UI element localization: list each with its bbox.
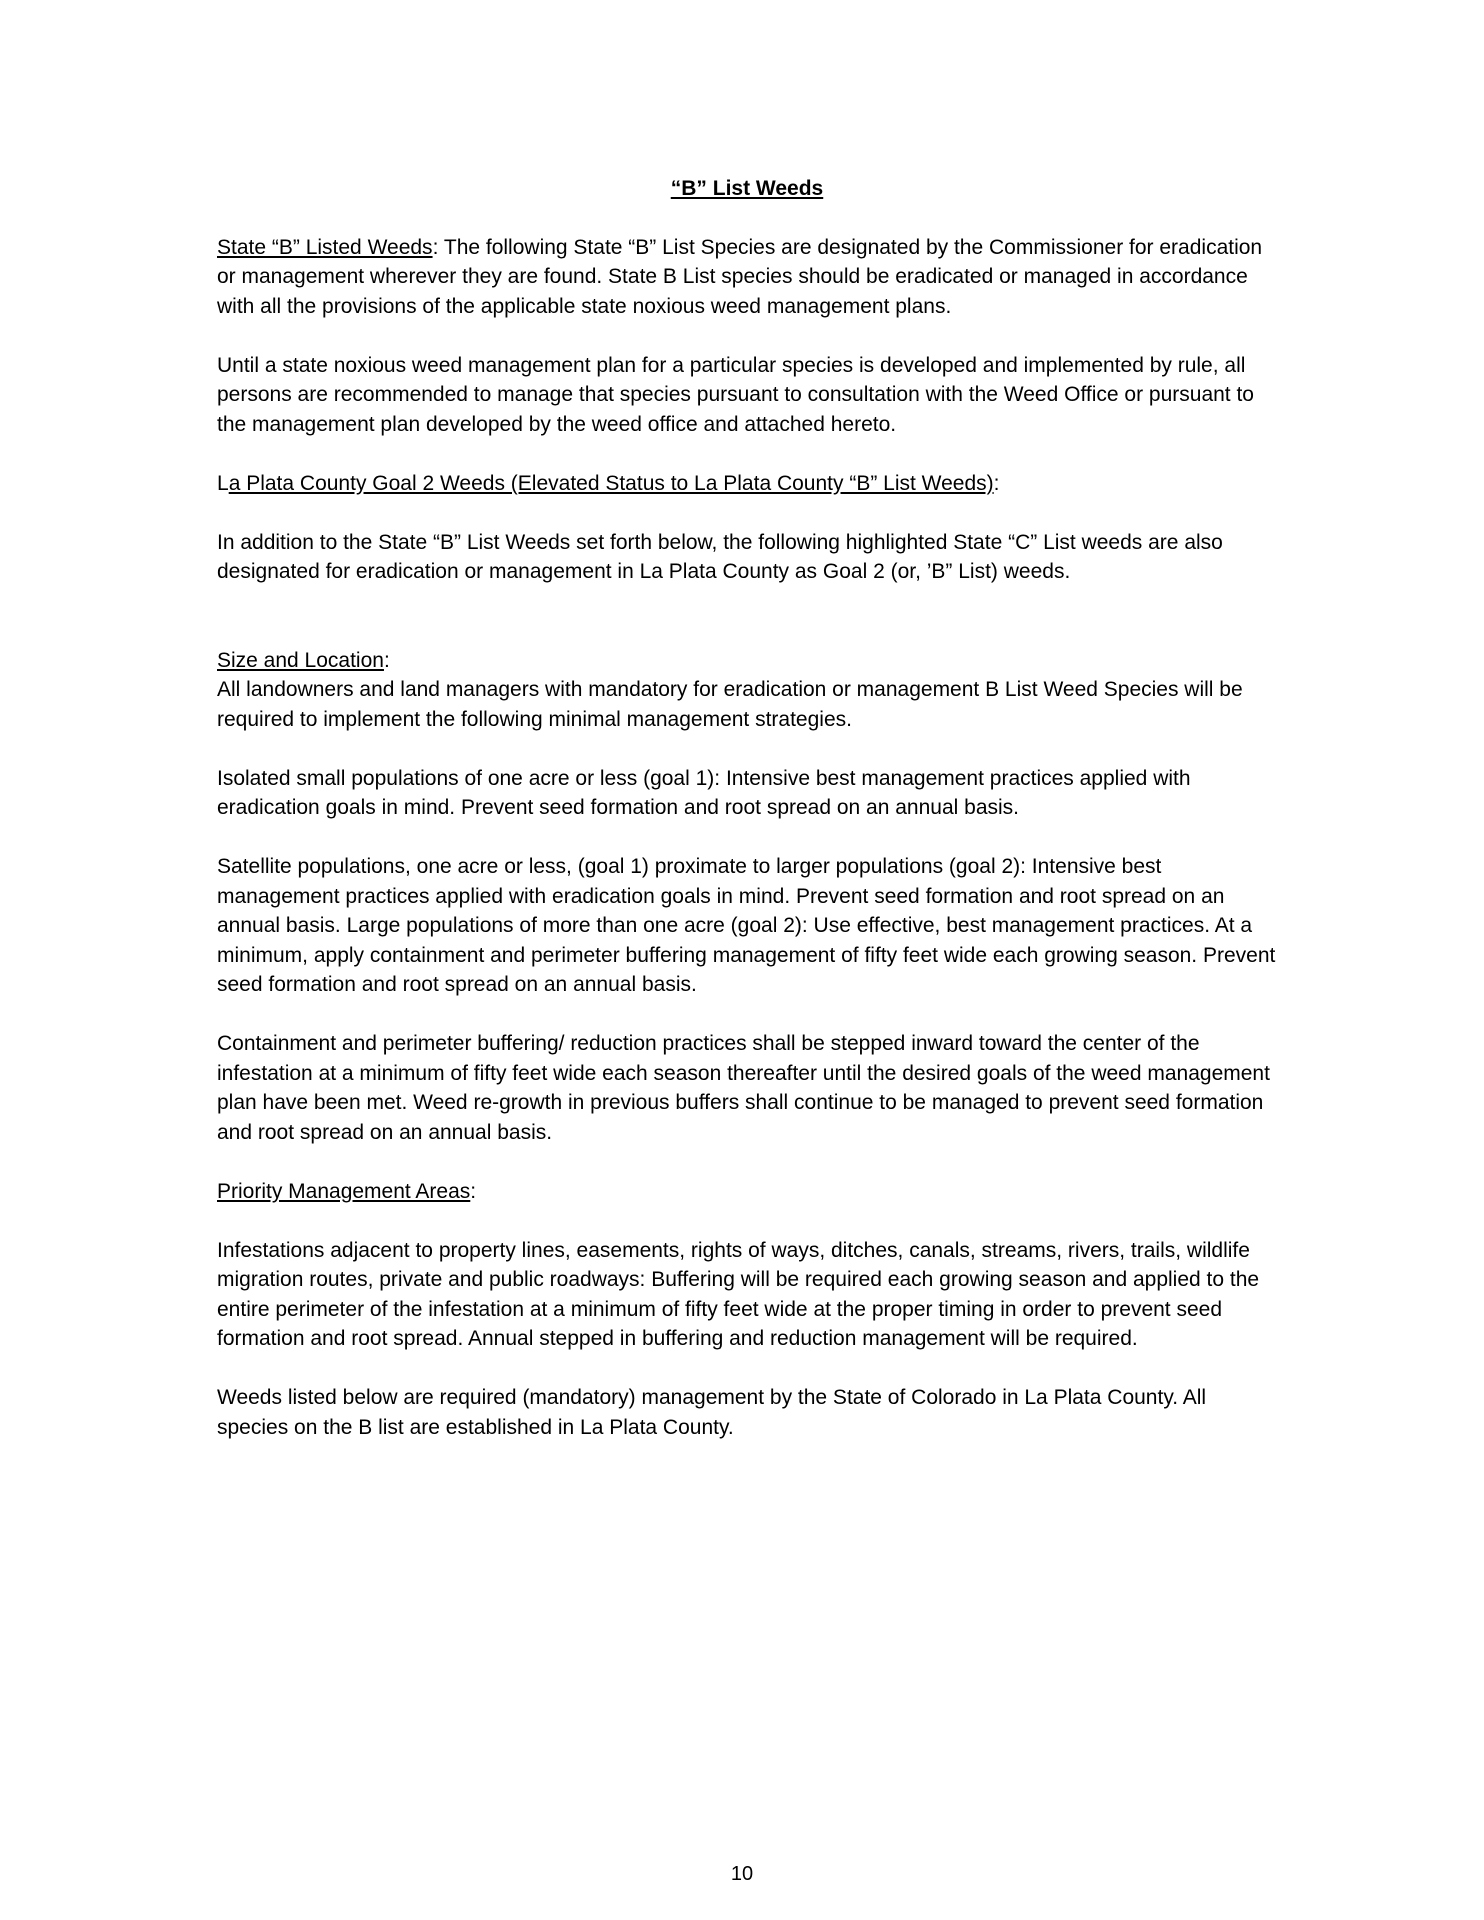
page-title: “B” List Weeds xyxy=(670,177,824,200)
state-b-listed-paragraph xyxy=(217,233,1277,322)
state-b-listed-heading-colon: : xyxy=(432,235,439,259)
size-location-text: All landowners and land managers with mandatory for eradication or management B List Weed Species will be required to implement the following minimal management strategies. xyxy=(217,678,1243,731)
size-location-paragraph xyxy=(217,646,1277,735)
size-location-heading: Size and Location xyxy=(217,648,384,672)
in-addition-paragraph: In addition to the State “B” List Weeds set forth below, the following highlighted State “C” List weeds are also designated for eradication or management in La Plata County as Goal 2 (or, ’B” List) weeds. xyxy=(217,530,1223,583)
goal2-heading-colon: : xyxy=(993,471,1000,495)
containment-paragraph: Containment and perimeter buffering/ reduction practices shall be stepped inward toward the center of the infestation at a minimum of fifty feet wide each season thereafter until the desired goals of the weed management plan have been met. Weed re-growth in previous buffers shall continue to be managed to prevent seed formation and root spread on an annual basis. xyxy=(217,1032,1270,1144)
goal2-heading-prefix: L xyxy=(217,471,229,495)
isolated-populations-paragraph: Isolated small populations of one acre or less (goal 1): Intensive best management practices applied with eradication goals in mind. Prevent seed formation and root spread on an annual basis. xyxy=(217,766,1191,819)
satellite-populations-paragraph: Satellite populations, one acre or less, (goal 1) proximate to larger populations (goal 2): Intensive best management practices applied with eradication goals in mind. Prevent seed formation and root spread on an annual basis. Large populations of more than one acre (goal 2): Use effective, best management practices. At a minimum, apply containment and perimeter buffering management of fifty feet wide each growing season. Prevent seed formation and root spread on an annual basis. xyxy=(217,855,1276,996)
size-location-heading-colon: : xyxy=(383,648,390,672)
priority-heading-paragraph xyxy=(217,1177,1277,1207)
infestations-paragraph: Infestations adjacent to property lines, easements, rights of ways, ditches, canals, streams, rivers, trails, wildlife migration routes, private and public roadways: Buffering will be required each growing season and applied to the entire perimeter of the infestation at a minimum of fifty feet wide at the proper timing in order to prevent seed formation and root spread. Annual stepped in buffering and reduction management will be required. xyxy=(217,1238,1260,1350)
weeds-listed-paragraph: Weeds listed below are required (mandatory) management by the State of Colorado in La Plata County. All species on the B list are established in La Plata County. xyxy=(217,1386,1207,1439)
goal2-heading-paragraph xyxy=(217,469,1277,499)
page-number: 10 xyxy=(730,1863,754,1885)
priority-heading: Priority Management Areas xyxy=(217,1179,471,1203)
priority-heading-colon: : xyxy=(470,1179,477,1203)
page-content xyxy=(217,174,1277,1472)
state-b-listed-heading: State “B” Listed Weeds xyxy=(217,235,433,259)
goal2-heading: a Plata County Goal 2 Weeds (Elevated Status to La Plata County “B” List Weeds) xyxy=(228,471,994,495)
state-b-listed-text: The following State “B” List Species are designated by the Commissioner for eradication or management wherever they are found. State B List species should be eradicated or managed in accordance with all the provisions of the applicable state noxious weed management plans. xyxy=(217,235,1263,318)
until-plan-paragraph: Until a state noxious weed management plan for a particular species is developed and implemented by rule, all persons are recommended to manage that species pursuant to consultation with the Weed Office or pursuant to the management plan developed by the weed office and attached hereto. xyxy=(217,353,1254,436)
